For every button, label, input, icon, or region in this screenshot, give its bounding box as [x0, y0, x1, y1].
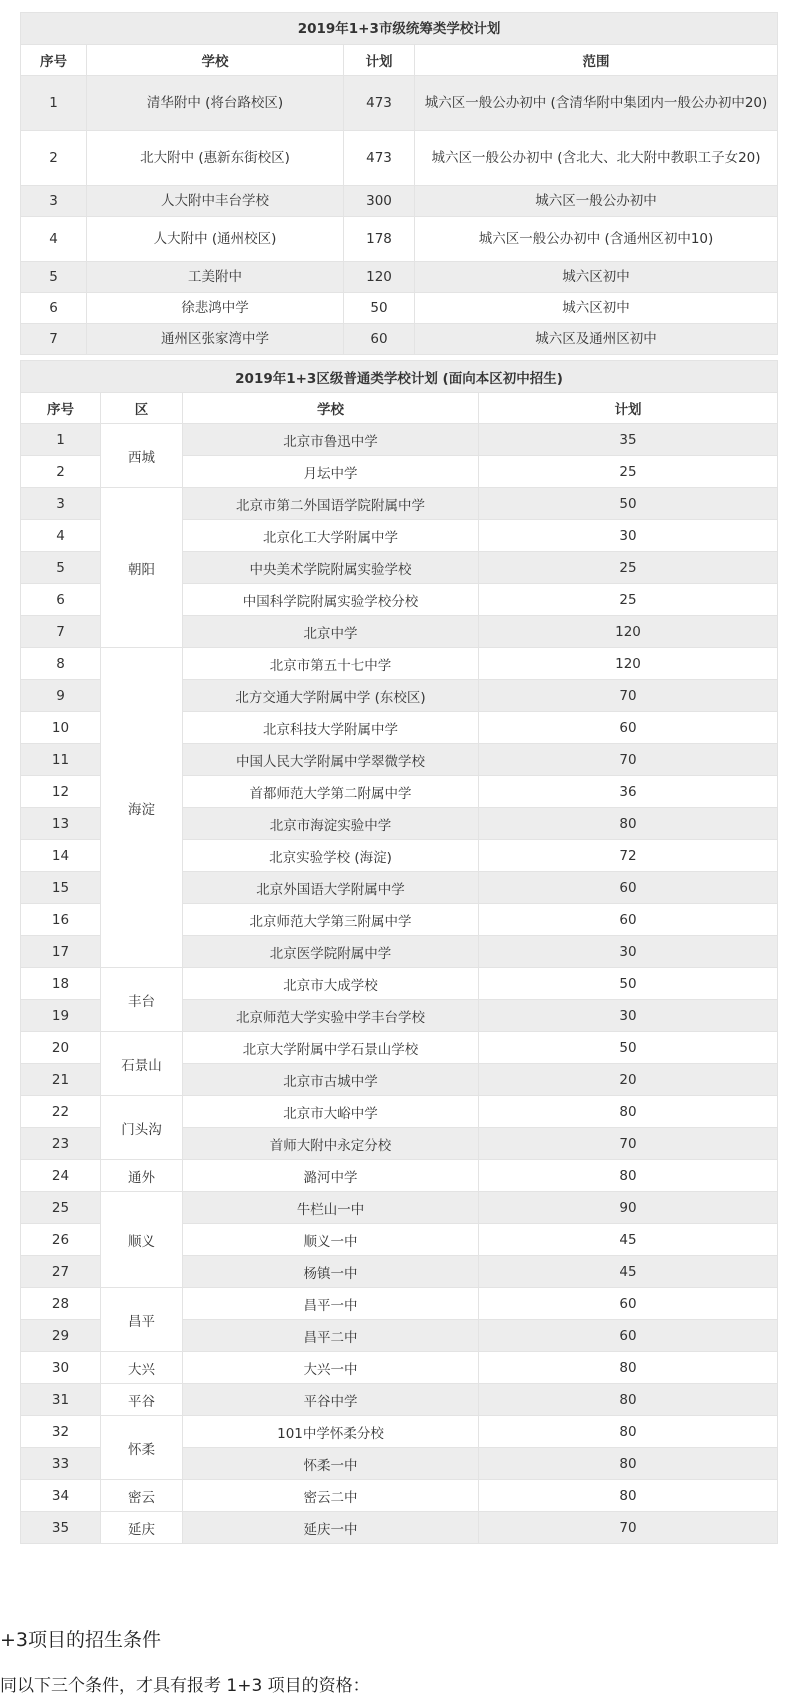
row-no: 17 [21, 936, 101, 968]
row-no: 31 [21, 1384, 101, 1416]
table-row [21, 324, 778, 355]
plan-count: 473 [344, 131, 415, 186]
scope: 城六区一般公办初中 (含通州区初中10) [415, 217, 778, 262]
plan-count: 178 [344, 217, 415, 262]
table-row [21, 488, 778, 520]
school-name: 中国科学院附属实验学校分校 [183, 584, 479, 616]
table-row [21, 262, 778, 293]
school-name: 北京科技大学附属中学 [183, 712, 479, 744]
school-name: 中国人民大学附属中学翠微学校 [183, 744, 479, 776]
row-no: 18 [21, 968, 101, 1000]
school-name: 清华附中 (将台路校区) [87, 76, 344, 131]
school-name: 平谷中学 [183, 1384, 479, 1416]
plan-count: 120 [479, 648, 778, 680]
table2-caption: 2019年1+3区级普通类学校计划 (面向本区初中招生) [21, 361, 778, 393]
row-no: 7 [21, 616, 101, 648]
plan-count: 80 [479, 1384, 778, 1416]
row-no: 2 [21, 456, 101, 488]
school-name: 北京大学附属中学石景山学校 [183, 1032, 479, 1064]
table-row [21, 1480, 778, 1512]
plan-count: 30 [479, 1000, 778, 1032]
row-no: 12 [21, 776, 101, 808]
district-name: 丰台 [101, 968, 183, 1032]
scope: 城六区一般公办初中 (含清华附中集团内一般公办初中20) [415, 76, 778, 131]
plan-count: 70 [479, 680, 778, 712]
school-name: 北京市第二外国语学院附属中学 [183, 488, 479, 520]
table1-caption: 2019年1+3市级统筹类学校计划 [21, 13, 778, 45]
school-name: 杨镇一中 [183, 1256, 479, 1288]
plan-count: 80 [479, 1480, 778, 1512]
school-name: 北京师范大学实验中学丰台学校 [183, 1000, 479, 1032]
school-name: 北京市古城中学 [183, 1064, 479, 1096]
school-name: 北京外国语大学附属中学 [183, 872, 479, 904]
plan-count: 90 [479, 1192, 778, 1224]
plan-count: 80 [479, 1096, 778, 1128]
row-no: 11 [21, 744, 101, 776]
school-name: 北京化工大学附属中学 [183, 520, 479, 552]
row-no: 35 [21, 1512, 101, 1544]
plan-count: 120 [479, 616, 778, 648]
section-text: 同以下三个条件，才具有报考 1+3 项目的资格： [0, 1676, 370, 1696]
district-name: 海淀 [101, 648, 183, 968]
school-name: 北京市海淀实验中学 [183, 808, 479, 840]
row-no: 3 [21, 488, 101, 520]
school-name: 工美附中 [87, 262, 344, 293]
plan-count: 80 [479, 1160, 778, 1192]
row-no: 20 [21, 1032, 101, 1064]
plan-count: 300 [344, 186, 415, 217]
school-name: 北京中学 [183, 616, 479, 648]
plan-count: 50 [479, 968, 778, 1000]
row-no: 16 [21, 904, 101, 936]
school-name: 北方交通大学附属中学 (东校区) [183, 680, 479, 712]
row-no: 1 [21, 424, 101, 456]
table-row [21, 293, 778, 324]
table-row [21, 186, 778, 217]
scope: 城六区初中 [415, 262, 778, 293]
school-name: 人大附中丰台学校 [87, 186, 344, 217]
row-no: 15 [21, 872, 101, 904]
row-no: 33 [21, 1448, 101, 1480]
col-header-school: 学校 [87, 45, 344, 76]
school-name: 101中学怀柔分校 [183, 1416, 479, 1448]
school-name: 徐悲鸿中学 [87, 293, 344, 324]
plan-count: 45 [479, 1256, 778, 1288]
row-no: 10 [21, 712, 101, 744]
plan-count: 25 [479, 552, 778, 584]
plan-count: 50 [344, 293, 415, 324]
plan-count: 25 [479, 456, 778, 488]
district-name: 西城 [101, 424, 183, 488]
school-name: 首都师范大学第二附属中学 [183, 776, 479, 808]
school-name: 首师大附中永定分校 [183, 1128, 479, 1160]
row-no: 13 [21, 808, 101, 840]
district-name: 怀柔 [101, 1416, 183, 1480]
school-name: 通州区张家湾中学 [87, 324, 344, 355]
plan-count: 473 [344, 76, 415, 131]
plan-count: 120 [344, 262, 415, 293]
plan-count: 80 [479, 1448, 778, 1480]
table-row [21, 1160, 778, 1192]
row-no: 34 [21, 1480, 101, 1512]
scope: 城六区一般公办初中 (含北大、北大附中教职工子女20) [415, 131, 778, 186]
school-name: 昌平一中 [183, 1288, 479, 1320]
school-name: 延庆一中 [183, 1512, 479, 1544]
plan-count: 70 [479, 1128, 778, 1160]
row-no: 4 [21, 217, 87, 262]
plan-count: 20 [479, 1064, 778, 1096]
row-no: 5 [21, 552, 101, 584]
school-name: 人大附中 (通州校区) [87, 217, 344, 262]
school-name: 北京市第五十七中学 [183, 648, 479, 680]
table-row [21, 1032, 778, 1064]
school-name: 北京实验学校 (海淀) [183, 840, 479, 872]
plan-count: 60 [344, 324, 415, 355]
row-no: 5 [21, 262, 87, 293]
row-no: 6 [21, 584, 101, 616]
plan-count: 50 [479, 488, 778, 520]
school-name: 牛栏山一中 [183, 1192, 479, 1224]
school-name: 北京医学院附属中学 [183, 936, 479, 968]
plan-count: 50 [479, 1032, 778, 1064]
row-no: 24 [21, 1160, 101, 1192]
table-row [21, 1192, 778, 1224]
row-no: 3 [21, 186, 87, 217]
district-name: 平谷 [101, 1384, 183, 1416]
scope: 城六区及通州区初中 [415, 324, 778, 355]
row-no: 6 [21, 293, 87, 324]
table-row [21, 1512, 778, 1544]
district-name: 门头沟 [101, 1096, 183, 1160]
col-header-plan: 计划 [479, 393, 778, 424]
content-area [20, 12, 777, 1544]
school-name: 北大附中 (惠新东街校区) [87, 131, 344, 186]
row-no: 8 [21, 648, 101, 680]
district-name: 朝阳 [101, 488, 183, 648]
plan-count: 60 [479, 904, 778, 936]
plan-count: 70 [479, 1512, 778, 1544]
scope: 城六区初中 [415, 293, 778, 324]
row-no: 32 [21, 1416, 101, 1448]
school-name: 顺义一中 [183, 1224, 479, 1256]
city-level-plan-table [20, 12, 778, 355]
plan-count: 60 [479, 712, 778, 744]
plan-count: 30 [479, 520, 778, 552]
row-no: 4 [21, 520, 101, 552]
table-row [21, 1288, 778, 1320]
district-name: 密云 [101, 1480, 183, 1512]
col-header-district: 区 [101, 393, 183, 424]
table1-header-row [21, 45, 778, 76]
col-header-no: 序号 [21, 393, 101, 424]
table2-header-row [21, 393, 778, 424]
school-name: 潞河中学 [183, 1160, 479, 1192]
plan-count: 45 [479, 1224, 778, 1256]
row-no: 21 [21, 1064, 101, 1096]
table-row [21, 1096, 778, 1128]
row-no: 28 [21, 1288, 101, 1320]
district-name: 大兴 [101, 1352, 183, 1384]
school-name: 昌平二中 [183, 1320, 479, 1352]
table-row [21, 217, 778, 262]
plan-count: 70 [479, 744, 778, 776]
table-row [21, 1416, 778, 1448]
plan-count: 72 [479, 840, 778, 872]
row-no: 7 [21, 324, 87, 355]
table-row [21, 131, 778, 186]
table-row [21, 968, 778, 1000]
district-level-plan-table [20, 360, 778, 1544]
col-header-plan: 计划 [344, 45, 415, 76]
row-no: 25 [21, 1192, 101, 1224]
row-no: 19 [21, 1000, 101, 1032]
row-no: 14 [21, 840, 101, 872]
school-name: 北京市鲁迅中学 [183, 424, 479, 456]
row-no: 22 [21, 1096, 101, 1128]
row-no: 23 [21, 1128, 101, 1160]
row-no: 30 [21, 1352, 101, 1384]
table-row [21, 1352, 778, 1384]
row-no: 27 [21, 1256, 101, 1288]
school-name: 北京市大成学校 [183, 968, 479, 1000]
row-no: 9 [21, 680, 101, 712]
plan-count: 30 [479, 936, 778, 968]
col-header-school: 学校 [183, 393, 479, 424]
row-no: 26 [21, 1224, 101, 1256]
school-name: 北京师范大学第三附属中学 [183, 904, 479, 936]
table-row [21, 648, 778, 680]
row-no: 2 [21, 131, 87, 186]
plan-count: 80 [479, 808, 778, 840]
school-name: 中央美术学院附属实验学校 [183, 552, 479, 584]
table-row [21, 424, 778, 456]
district-name: 顺义 [101, 1192, 183, 1288]
plan-count: 60 [479, 1320, 778, 1352]
scope: 城六区一般公办初中 [415, 186, 778, 217]
school-name: 月坛中学 [183, 456, 479, 488]
section-heading: +3项目的招生条件 [0, 1629, 162, 1651]
table-row [21, 1384, 778, 1416]
row-no: 29 [21, 1320, 101, 1352]
plan-count: 80 [479, 1416, 778, 1448]
plan-count: 60 [479, 872, 778, 904]
plan-count: 35 [479, 424, 778, 456]
school-name: 密云二中 [183, 1480, 479, 1512]
col-header-scope: 范围 [415, 45, 778, 76]
plan-count: 80 [479, 1352, 778, 1384]
row-no: 1 [21, 76, 87, 131]
district-name: 延庆 [101, 1512, 183, 1544]
plan-count: 60 [479, 1288, 778, 1320]
school-name: 北京市大峪中学 [183, 1096, 479, 1128]
col-header-no: 序号 [21, 45, 87, 76]
school-name: 怀柔一中 [183, 1448, 479, 1480]
school-name: 大兴一中 [183, 1352, 479, 1384]
plan-count: 36 [479, 776, 778, 808]
table-row [21, 76, 778, 131]
district-name: 通外 [101, 1160, 183, 1192]
district-name: 石景山 [101, 1032, 183, 1096]
plan-count: 25 [479, 584, 778, 616]
district-name: 昌平 [101, 1288, 183, 1352]
